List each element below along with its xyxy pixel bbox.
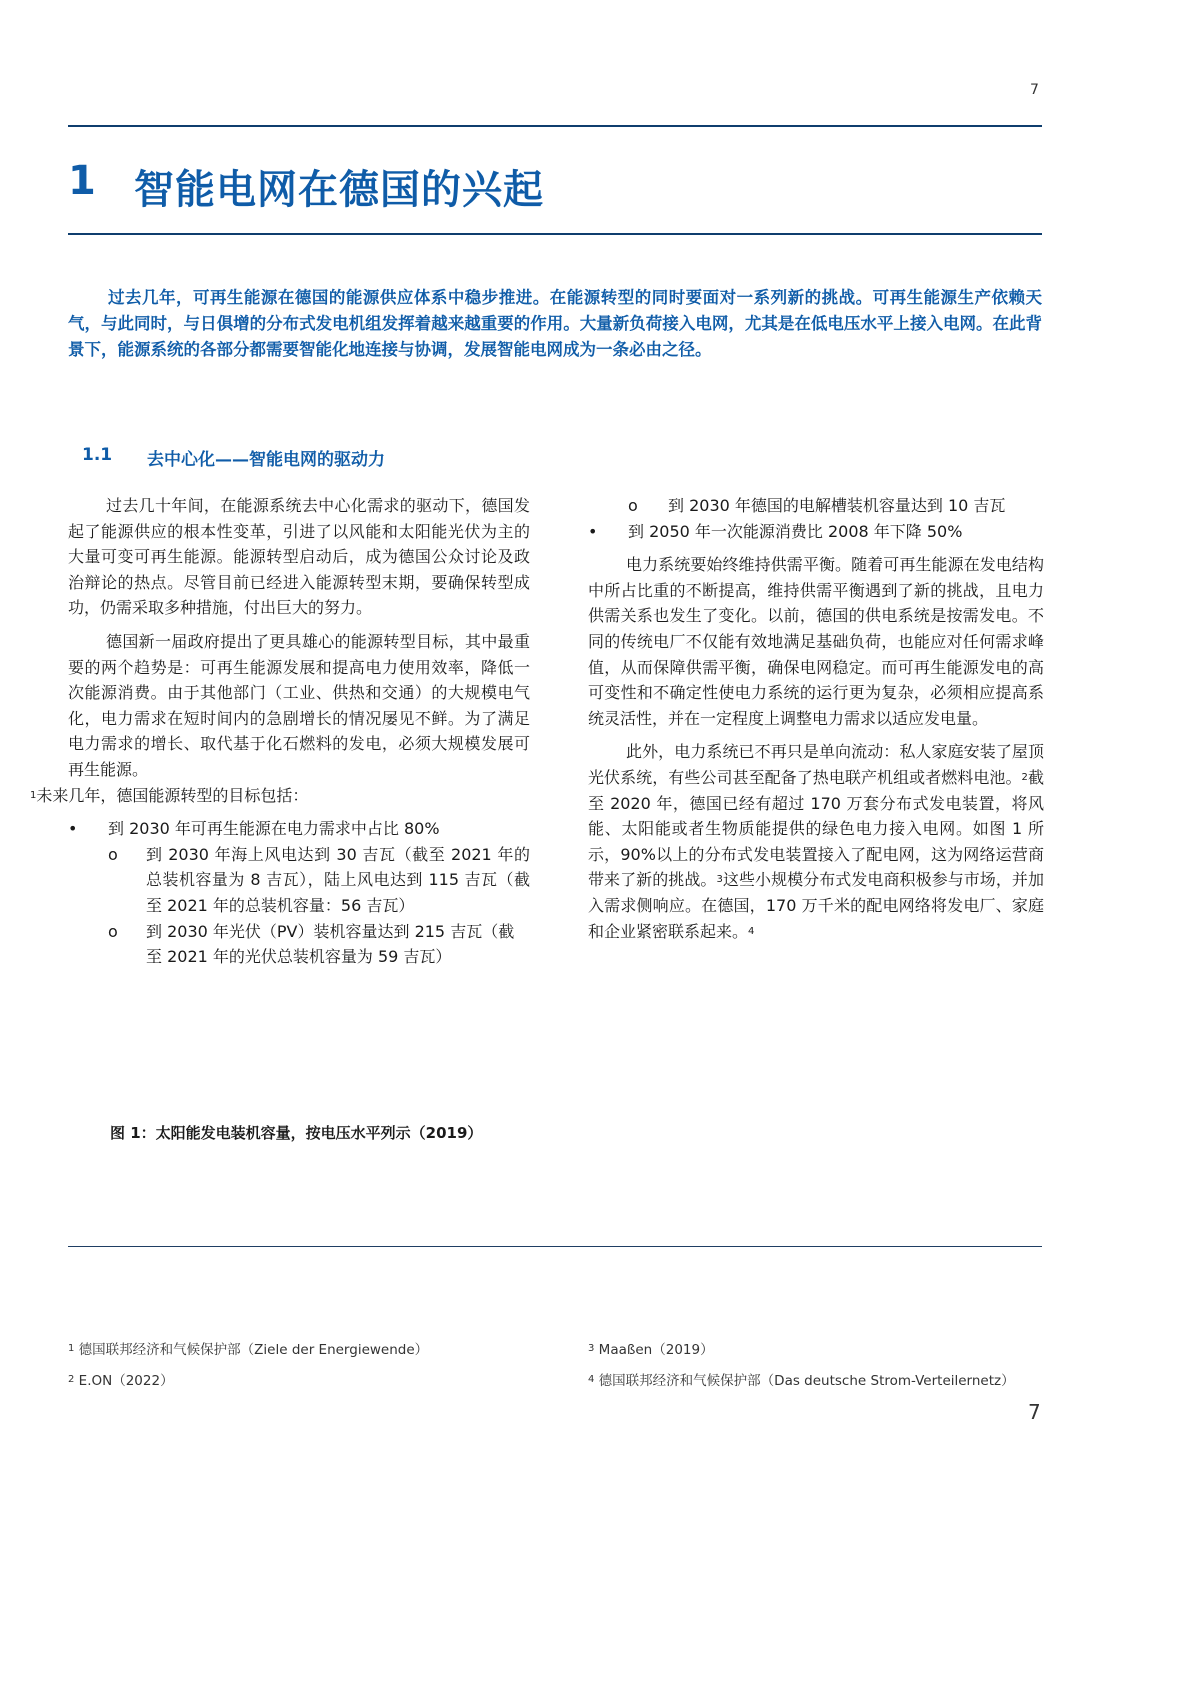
footnote-2: $^2$ E.ON（2022） bbox=[68, 1373, 174, 1389]
page-number-bottom: 7 bbox=[1028, 1400, 1041, 1424]
section-number: 1.1 bbox=[82, 445, 113, 465]
section-title: 去中心化——智能电网的驱动力 bbox=[147, 450, 385, 470]
footnote-ref-2[interactable]: 2 bbox=[1021, 771, 1028, 783]
footnote-ref-1[interactable]: 1 bbox=[30, 789, 37, 801]
chapter-number: 1 bbox=[68, 158, 96, 204]
figure-caption: 图 1：太阳能发电装机容量，按电压水平列示（2019） bbox=[110, 1124, 483, 1142]
paragraph-3: 电力系统要始终维持供需平衡。随着可再生能源在发电结构中所占比重的不断提高，维持供需平衡遇到了新的挑战，且电力供需关系也发生了变化。以前，德国的供电系统是按需发电。不同的传统电厂不仅能有效地满足基础负荷，也能应对任何需求峰值，从而保障供需平衡，确保电网稳定。而可再生能源发电的高可变性和不确定性使电力系统的运行更为复杂，必须相应提高系统灵活性，并在一定程度上调整电力需求以适应发电量。 bbox=[588, 555, 1044, 728]
paragraph-2: 德国新一届政府提出了更具雄心的能源转型目标，其中最重要的两个趋势是：可再生能源发展和提高电力使用效率，降低一次能源消费。由于其他部门（工业、供热和交通）的大规模电气化，电力需求在短时间内的急剧增长的情况屡见不鲜。为了满足电力需求的增长、取代基于化石燃料的发电，必须大规模发展可再生能源。 $^1$未来几年，德国能源转型的目标包括： bbox=[30, 631, 530, 805]
sub-bullet-marker: o bbox=[108, 844, 118, 864]
sub-bullet-marker: o bbox=[108, 921, 118, 941]
chapter-top-rule bbox=[68, 125, 1042, 127]
footnote-1: $^1$ 德国联邦经济和气候保护部（Ziele der Energiewende） bbox=[68, 1342, 429, 1358]
list-item: o 到 2030 年海上风电达到 30 吉瓦（截至 2021 年的总装机容量为 8 吉瓦），陆上风电达到 115 吉瓦（截至 2021 年的总装机容量：56 吉瓦） bbox=[68, 842, 530, 919]
bullet-marker: • bbox=[68, 819, 78, 839]
footnote-ref-3[interactable]: 3 bbox=[716, 874, 723, 886]
list-item: o 到 2030 年德国的电解槽装机容量达到 10 吉瓦 bbox=[588, 493, 1044, 519]
chapter-intro: 过去几年，可再生能源在德国的能源供应体系中稳步推进。在能源转型的同时要面对一系列新的挑战。可再生能源生产依赖天气，与此同时，与日俱增的分布式发电机组发挥着越来越重要的作用。大量新负荷接入电网，尤其是在低电压水平上接入电网。在此背景下，能源系统的各部分都需要智能化地连接与协调，发展智能电网成为一条必由之径。 bbox=[68, 288, 1042, 359]
page-number-top: 7 bbox=[1030, 82, 1039, 98]
sub-bullet-marker: o bbox=[628, 496, 638, 515]
right-column bbox=[588, 493, 1044, 952]
left-column bbox=[30, 493, 530, 970]
footnote-ref-4[interactable]: 4 bbox=[748, 925, 755, 937]
chapter-bottom-rule bbox=[68, 233, 1042, 235]
paragraph-4: 此外，电力系统已不再只是单向流动：私人家庭安装了屋顶光伏系统，有些公司甚至配备了热电联产机组或者燃料电池。$^2$截至 2020 年，德国已经有超过 170 万套分布式发电装置，将风能、太阳能或者生物质能提供的绿色电力接入电网。如图 1 所示，90%以上的分布式发电装置接入了配电网，这为网络运营商带来了新的挑战。$^3$这些小规模分布式发电商积极参与市场，并加入需求侧响应。在德国，170 万千米的配电网络将发电厂、家庭和企业紧密联系起来。$^4$ bbox=[588, 742, 1044, 941]
footnote-4: $^4$ 德国联邦经济和气候保护部（Das deutsche Strom-Verteilernetz） bbox=[588, 1373, 1015, 1389]
paragraph-1: 过去几十年间，在能源系统去中心化需求的驱动下，德国发起了能源供应的根本性变革，引进了以风能和太阳能光伏为主的大量可变可再生能源。能源转型启动后，成为德国公众讨论及政治辩论的热点。尽管目前已经进入能源转型末期，要确保转型成功，仍需采取多种措施，付出巨大的努力。 bbox=[68, 496, 530, 618]
footnote-3: $^3$ Maaßen（2019） bbox=[588, 1342, 714, 1358]
chapter-title: 智能电网在德国的兴起 bbox=[134, 167, 544, 213]
list-item: • 到 2030 年可再生能源在电力需求中占比 80% bbox=[68, 816, 530, 842]
footnote-separator bbox=[68, 1246, 1042, 1247]
list-item: o 到 2030 年光伏（PV）装机容量达到 215 吉瓦（截至 2021 年的光伏总装机容量为 59 吉瓦） bbox=[68, 919, 530, 970]
bullet-marker: • bbox=[588, 521, 598, 541]
list-item: • 到 2050 年一次能源消费比 2008 年下降 50% bbox=[588, 519, 1044, 545]
